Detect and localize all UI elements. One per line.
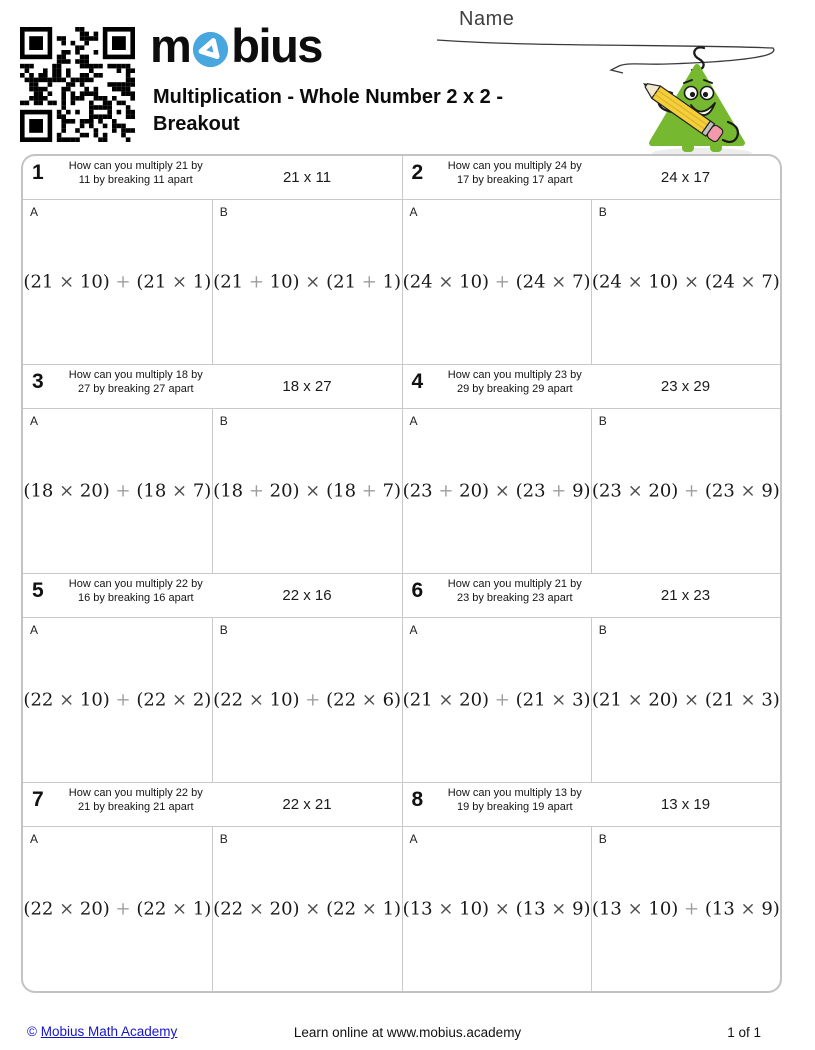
- option-a-expression: (23 + 20) × (23 + 9): [402, 480, 591, 502]
- problem-card-5: [23, 574, 402, 782]
- title-line-1: Multiplication - Whole Number 2 x 2 -: [153, 86, 504, 108]
- option-b-label: B: [598, 414, 607, 428]
- problem-card-3: [23, 365, 402, 573]
- logo-text-m: m: [150, 19, 191, 72]
- option-b: [591, 618, 780, 782]
- problem-number: 2: [411, 161, 424, 184]
- option-b-label: B: [219, 205, 228, 219]
- option-a-expression: (18 × 20) + (18 × 7): [23, 480, 212, 502]
- problem-question: How can you multiply 23 by 29 by breaking 29 apart: [447, 369, 582, 395]
- option-a: [23, 409, 212, 573]
- problem-card-6: [402, 574, 781, 782]
- problem-number: 3: [32, 370, 44, 393]
- page-indicator: 1 of 1: [727, 1025, 761, 1040]
- option-b-label: B: [219, 623, 228, 637]
- option-b-label: B: [219, 414, 228, 428]
- option-b: [212, 618, 402, 782]
- qr-code: [20, 27, 135, 142]
- option-a-label: A: [409, 414, 418, 428]
- option-b: [591, 827, 780, 991]
- option-a: [23, 200, 212, 364]
- option-b: [212, 409, 402, 573]
- name-line: [437, 40, 774, 73]
- option-a: [403, 409, 591, 573]
- problem-question: How can you multiply 22 by 21 by breaking 21 apart: [68, 787, 203, 813]
- option-b-expression: (23 × 20) + (23 × 9): [591, 480, 780, 502]
- problem-expression: 13 x 19: [660, 796, 711, 813]
- problem-number: 6: [411, 579, 424, 602]
- option-b-label: B: [598, 623, 607, 637]
- title-line-2: Breakout: [153, 113, 240, 135]
- problem-question: How can you multiply 13 by 19 by breaking 19 apart: [447, 787, 582, 813]
- option-b-label: B: [598, 205, 607, 219]
- option-a: [403, 618, 591, 782]
- option-b: [212, 200, 402, 364]
- problem-question: How can you multiply 22 by 16 by breaking 16 apart: [68, 578, 203, 604]
- problem-expression: 18 x 27: [282, 378, 332, 395]
- option-b-expression: (13 × 10) + (13 × 9): [591, 898, 780, 920]
- table-row: [23, 156, 780, 364]
- problem-expression: 23 x 29: [660, 378, 711, 395]
- problem-card-7: [23, 783, 402, 991]
- option-b-expression: (24 × 10) × (24 × 7): [591, 271, 780, 293]
- option-b-expression: (18 + 20) × (18 + 7): [213, 480, 402, 502]
- problem-question: How can you multiply 21 by 11 by breaking 11 apart: [68, 160, 203, 186]
- option-a: [23, 618, 212, 782]
- page-footer: [0, 1024, 815, 1044]
- option-a-expression: (21 × 20) + (21 × 3): [402, 689, 591, 711]
- name-label: Name: [459, 8, 515, 30]
- option-a-label: A: [409, 832, 418, 846]
- problem-expression: 22 x 16: [282, 587, 332, 604]
- problem-card-1: [23, 156, 402, 364]
- logo-text-bius: bius: [231, 19, 322, 72]
- problem-number: 5: [32, 579, 44, 602]
- problem-number: 7: [32, 788, 44, 811]
- mobius-academy-link[interactable]: Mobius Math Academy: [40, 1024, 178, 1039]
- option-a-label: A: [30, 205, 39, 219]
- problem-number: 8: [411, 788, 424, 811]
- problem-number: 1: [32, 161, 44, 184]
- problems-table: [21, 154, 782, 993]
- option-b-label: B: [598, 832, 607, 846]
- table-row: [23, 573, 780, 782]
- mobius-logo: [150, 19, 322, 72]
- option-b: [212, 827, 402, 991]
- problem-question: How can you multiply 18 by 27 by breaking 27 apart: [68, 369, 203, 395]
- option-b: [591, 200, 780, 364]
- option-a-expression: (22 × 10) + (22 × 2): [23, 689, 212, 711]
- problem-expression: 22 x 21: [282, 796, 332, 813]
- problem-question: How can you multiply 21 by 23 by breaking 23 apart: [447, 578, 582, 604]
- option-b-label: B: [219, 832, 228, 846]
- table-row: [23, 782, 780, 991]
- option-a-label: A: [409, 623, 418, 637]
- option-a-label: A: [30, 414, 39, 428]
- table-row: [23, 364, 780, 573]
- option-a-expression: (22 × 20) + (22 × 1): [23, 898, 212, 920]
- option-b: [591, 409, 780, 573]
- problem-question: How can you multiply 24 by 17 by breaking 17 apart: [447, 160, 582, 186]
- tree-mascot: [652, 67, 742, 152]
- footer-center-text: Learn online at www.mobius.academy: [293, 1025, 522, 1040]
- option-a: [23, 827, 212, 991]
- problem-number: 4: [411, 370, 424, 393]
- option-a-label: A: [30, 832, 39, 846]
- option-a: [403, 827, 591, 991]
- option-a: [403, 200, 591, 364]
- mobius-o-icon: [192, 31, 229, 68]
- problem-expression: 21 x 11: [282, 169, 332, 186]
- mascot-illustration: [425, 26, 795, 160]
- problem-card-4: [402, 365, 781, 573]
- option-b-expression: (22 × 20) × (22 × 1): [213, 898, 402, 920]
- option-b-expression: (22 × 10) + (22 × 6): [213, 689, 402, 711]
- option-a-expression: (24 × 10) + (24 × 7): [402, 271, 591, 293]
- problem-expression: 24 x 17: [660, 169, 711, 186]
- copyright-symbol: ©: [27, 1024, 37, 1039]
- problem-expression: 21 x 23: [660, 587, 711, 604]
- option-b-expression: (21 × 20) × (21 × 3): [591, 689, 780, 711]
- problem-card-2: [402, 156, 781, 364]
- option-b-expression: (21 + 10) × (21 + 1): [213, 271, 402, 293]
- option-a-expression: (13 × 10) × (13 × 9): [402, 898, 591, 920]
- option-a-label: A: [409, 205, 418, 219]
- option-a-label: A: [30, 623, 39, 637]
- problem-card-8: [402, 783, 781, 991]
- option-a-expression: (21 × 10) + (21 × 1): [23, 271, 212, 293]
